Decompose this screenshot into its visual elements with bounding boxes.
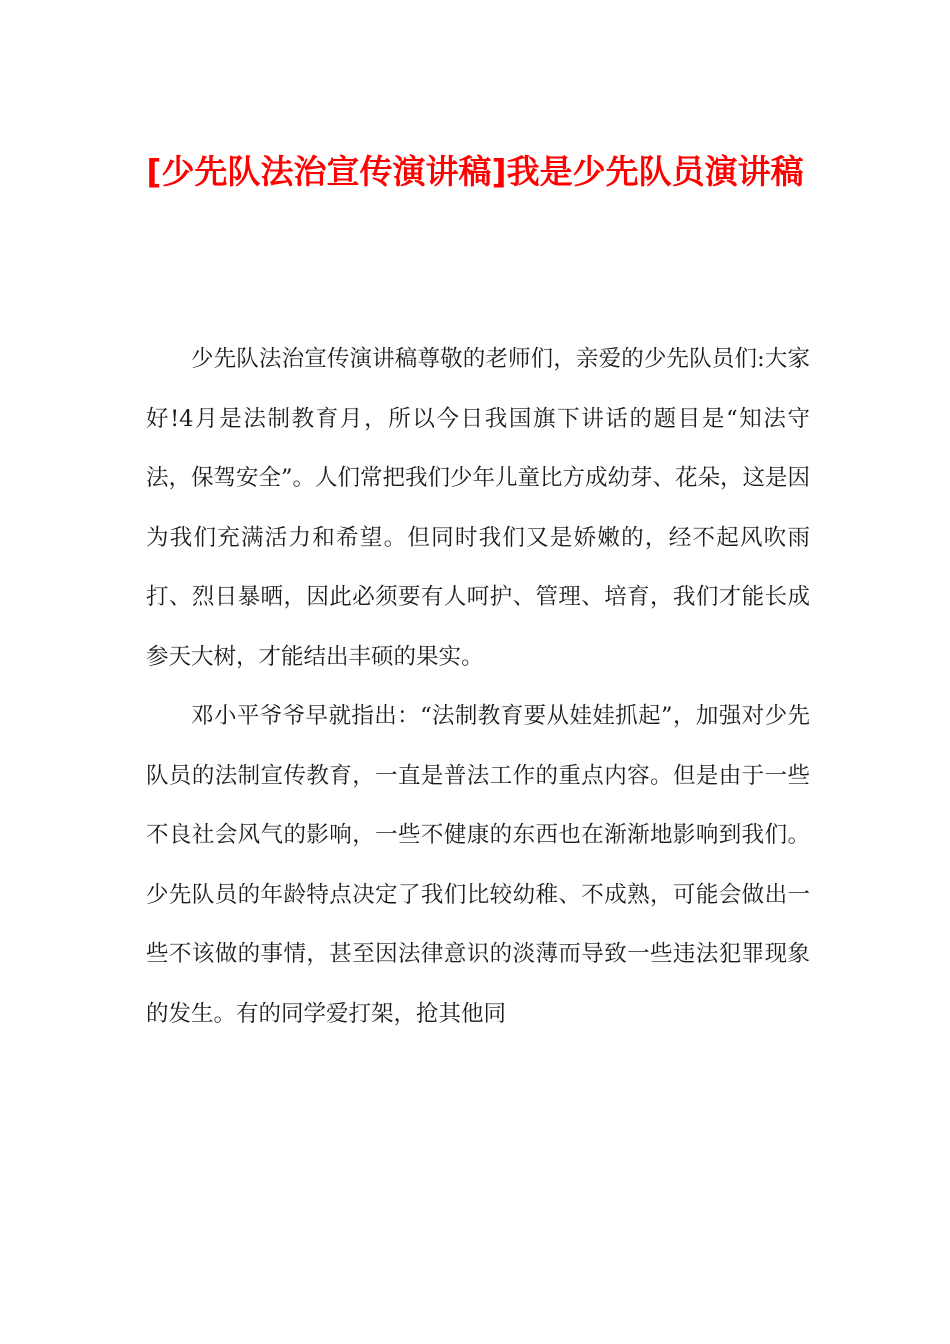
paragraph: 少先队法治宣传演讲稿尊敬的老师们，亲爱的少先队员们:大家好!4月是法制教育月，所以今日我国旗下讲话的题目是“知法守法，保驾安全”。人们常把我们少年儿童比方成幼芽、花朵，这是因为我们充满活力和希望。但同时我们又是娇嫩的，经不起风吹雨打、烈日暴晒，因此必须要有人呵护、管理、培育，我们才能长成参天大树，才能结出丰硕的果实。 — [146, 346, 811, 670]
paragraph: 邓小平爷爷早就指出：“法制教育要从娃娃抓起”，加强对少先队员的法制宣传教育，一直是普法工作的重点内容。但是由于一些不良社会风气的影响，一些不健康的东西也在渐渐地影响到我们。少先队员的年龄特点决定了我们比较幼稚、不成熟，可能会做出一些不该做的事情，甚至因法律意识的淡薄而导致一些违法犯罪现象的发生。有的同学爱打架，抢其他同 — [146, 703, 810, 1027]
document-body — [146, 330, 810, 1044]
document-title: [少先队法治宣传演讲稿]我是少先队员演讲稿 — [146, 152, 804, 191]
